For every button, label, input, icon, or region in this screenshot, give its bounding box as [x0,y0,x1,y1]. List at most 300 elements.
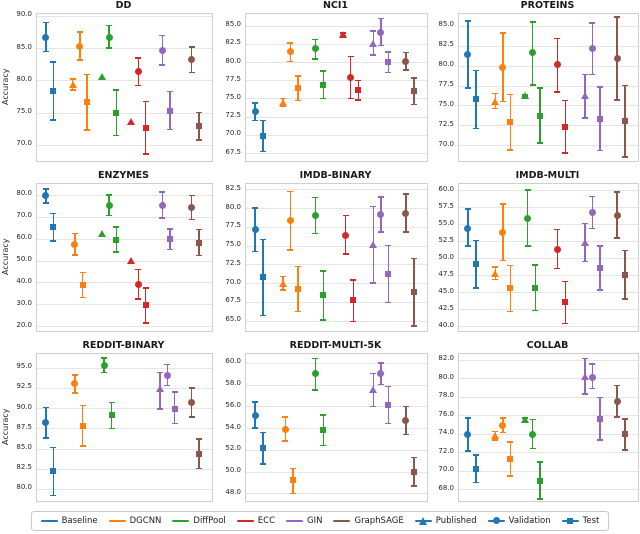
test-square-marker [196,451,202,457]
errorbar-cap [530,448,536,450]
errorbar-cap [507,311,513,313]
plot-area [458,13,639,162]
errorbar-cap [530,21,536,23]
test-square-marker [597,265,603,271]
errorbar-cap [295,266,301,268]
errorbar-cap [411,258,417,260]
errorbar-cap [378,231,384,233]
test-square-marker [295,286,301,292]
errorbar-cap [622,418,628,420]
errorbar-cap [106,194,112,196]
validation-circle-marker [188,399,195,406]
errorbar-cap [411,104,417,106]
y-tick-label: 77.5 [225,221,241,230]
errorbar-cap [72,374,78,376]
y-tick-label: 80.0 [16,189,32,198]
y-tick-label: 70.0 [225,129,241,138]
errorbar-cap [159,35,165,37]
y-gridline [246,98,427,99]
y-tick-label: 85.0 [438,20,454,29]
errorbar-cap [500,432,506,434]
errorbar-cap [562,100,568,102]
y-tick-label: 82.5 [16,463,32,472]
y-gridline [37,368,212,369]
errorbar-cap [370,373,376,375]
y-tick-label: 90.0 [16,402,32,411]
legend-line-swatch [172,520,189,523]
test-square-marker [260,133,266,139]
errorbar-cap [614,191,620,193]
errorbar-cap [50,447,56,449]
errorbar-cap [473,287,479,289]
y-tick-label: 82.0 [438,354,454,362]
published-triangle-marker [339,31,347,38]
y-tick-label: 40.0 [16,276,32,285]
y-gridline [459,66,638,67]
y-tick-label: 50.0 [16,255,32,263]
y-tick-label: 72.5 [225,111,241,120]
errorbar-cap [589,388,595,390]
errorbar-cap [72,254,78,256]
validation-circle-marker [554,246,561,253]
test-square-marker [385,59,391,65]
errorbar-cap [72,233,78,235]
errorbar-cap [196,139,202,141]
errorbar-cap [143,287,149,289]
validation-circle-marker [614,212,621,219]
errorbar-cap [385,72,391,74]
y-gridline [459,125,638,126]
errorbar-cap [554,268,560,270]
y-tick-label: 75.0 [16,107,32,116]
legend-item-test [562,516,600,526]
y-gridline [246,493,427,494]
published-triangle-marker [521,416,529,423]
errorbar-cap [582,74,588,76]
validation-circle-marker [42,34,49,41]
errorbar-cap [465,245,471,247]
published-triangle-marker [98,73,106,80]
published-triangle-marker [369,386,377,393]
errorbar-cap [473,454,479,456]
errorbar-cap [252,401,258,403]
subplot-proteins [429,0,640,168]
errorbar-cap [312,358,318,360]
errorbar-cap [109,402,115,404]
errorbar-cap [589,196,595,198]
errorbar-cap [172,391,178,393]
y-gridline [37,428,212,429]
y-gridline [37,489,212,490]
test-square-marker [473,96,479,102]
errorbar-cap [492,108,498,110]
errorbar-cap [532,310,538,312]
y-tick-label: 85.0 [16,443,32,451]
test-square-marker [350,297,356,303]
test-square-marker [622,431,628,437]
errorbar-cap [562,323,568,325]
legend-item-dgcnn [109,516,162,526]
test-square-marker [562,299,568,305]
validation-circle-marker [71,241,78,248]
y-axis-label: Accuracy [1,68,10,105]
errorbar-cap [196,468,202,470]
plot-area [36,353,213,502]
validation-circle-marker [106,202,113,209]
test-square-marker [385,402,391,408]
y-gridline [246,227,427,228]
validation-circle-marker [529,49,536,56]
y-tick-label: 82.5 [438,40,454,49]
legend-line-swatch [488,520,505,523]
y-tick-label: 90.0 [16,10,32,19]
test-square-marker [537,478,543,484]
errorbar-cap [378,45,384,47]
subplot-imdb-multi [429,170,640,338]
validation-circle-marker [42,419,49,426]
test-square-marker [50,224,56,230]
y-gridline [459,434,638,435]
y-tick-label: 48.0 [225,487,241,496]
errorbar-cap [167,249,173,251]
y-gridline [459,258,638,259]
errorbar-cap [50,119,56,121]
y-gridline [459,224,638,225]
errorbar-cap [252,207,258,209]
test-square-marker [143,125,149,131]
test-square-marker [507,119,513,125]
y-tick-label: 87.5 [16,422,32,431]
y-gridline [246,44,427,45]
validation-circle-marker [312,212,319,219]
errorbar-cap [252,120,258,122]
test-square-marker [507,456,513,462]
y-gridline [37,195,212,196]
errorbar-cap [260,239,266,241]
errorbar-cap [507,94,513,96]
errorbar-cap [290,468,296,470]
errorbar-cap [159,217,165,219]
legend-line-swatch [333,520,350,523]
y-tick-label: 54.0 [225,422,241,431]
errorbar-cap [614,16,620,18]
errorbar-cap [196,112,202,114]
errorbar-cap [597,86,603,88]
errorbar-cap [597,245,603,247]
y-tick-label: 56.0 [225,400,241,409]
y-axis-label: Accuracy [1,408,10,445]
errorbar-cap [492,93,498,95]
y-tick-label: 60.0 [16,233,32,241]
y-tick-label: 50.0 [438,252,454,261]
errorbar-cap [287,191,293,193]
validation-circle-marker [377,29,384,36]
y-gridline [459,105,638,106]
errorbar-cap [80,445,86,447]
test-square-marker [622,272,628,278]
errorbar-cap [43,51,49,53]
errorbar-cap [113,251,119,253]
errorbar-cap [500,203,506,205]
y-gridline [246,208,427,209]
errorbar-cap [167,228,173,230]
y-tick-label: 72.0 [438,446,454,455]
errorbar-cap [287,61,293,63]
y-gridline [459,452,638,453]
errorbar-cap [287,42,293,44]
y-gridline [459,471,638,472]
errorbar-cap [530,419,536,421]
errorbar-cap [320,414,326,416]
errorbar-cap [589,228,595,230]
y-tick-label: 57.5 [438,201,454,210]
published-triangle-marker [369,241,377,248]
subplot-nci1 [214,0,429,168]
published-triangle-marker [581,239,589,246]
legend [0,507,640,531]
errorbar-cap [537,498,543,500]
test-square-marker [113,110,119,116]
validation-circle-marker [614,55,621,62]
validation-circle-marker [342,232,349,239]
published-triangle-marker [491,432,499,439]
y-tick-label: 75.0 [438,99,454,108]
subplot-imdb-binary [214,170,429,338]
errorbar-cap [320,98,326,100]
y-tick-label: 67.5 [225,296,241,305]
errorbar-cap [43,188,49,190]
errorbar-cap [622,449,628,451]
errorbar-cap [589,74,595,76]
legend-line-swatch [41,520,58,523]
errorbar-cap [50,240,56,242]
errorbar-cap [260,315,266,317]
errorbar-cap [500,260,506,262]
errorbar-cap [260,151,266,153]
y-gridline [459,489,638,490]
y-gridline [37,261,212,262]
subplot-reddit-binary [0,340,214,508]
y-tick-label: 70.0 [438,139,454,148]
errorbar-cap [312,58,318,60]
validation-circle-marker [188,204,195,211]
published-triangle-marker [69,81,77,88]
errorbar-cap [252,251,258,253]
errorbar-cap [106,215,112,217]
legend-item-ecc [237,516,275,526]
y-gridline [459,145,638,146]
errorbar-cap [189,72,195,74]
y-tick-label: 78.0 [438,391,454,399]
test-square-marker [50,468,56,474]
errorbar-cap [348,56,354,58]
y-gridline [459,292,638,293]
validation-circle-marker [252,226,259,233]
y-tick-label: 58.0 [225,379,241,387]
validation-circle-marker [524,215,531,222]
errorbar-cap [280,289,286,291]
legend-label: DiffPool [193,515,226,526]
errorbar-cap [411,485,417,487]
y-tick-label: 70.0 [438,465,454,473]
errorbar-cap [403,52,409,54]
errorbar-cap [370,206,376,208]
plot-area [245,183,428,332]
validation-circle-marker [614,398,621,405]
errorbar-cap [343,215,349,217]
errorbar-cap [378,196,384,198]
y-gridline [459,309,638,310]
subplot-title: DD [115,0,132,11]
legend-line-swatch [415,520,432,523]
y-tick-label: 52.5 [438,235,454,244]
errorbar-cap [500,101,506,103]
errorbar-cap [312,197,318,199]
validation-circle-marker [499,422,506,429]
validation-circle-marker [188,56,195,63]
test-square-marker [113,237,119,243]
test-square-marker [50,88,56,94]
y-gridline [246,80,427,81]
y-tick-label: 80.0 [16,483,32,492]
legend-item-published [415,516,477,526]
errorbar-cap [343,253,349,255]
errorbar-cap [582,393,588,395]
y-gridline [459,207,638,208]
legend-label: ECC [257,515,276,526]
y-gridline [37,239,212,240]
test-square-marker [143,302,149,308]
errorbar-cap [189,46,195,48]
legend-label: Published [435,515,477,526]
y-gridline [246,264,427,265]
y-tick-label: 45.0 [438,286,454,295]
legend-label: Validation [508,515,551,526]
errorbar-cap [597,289,603,291]
y-tick-label: 80.0 [16,74,32,83]
y-tick-label: 47.5 [438,269,454,278]
errorbar-cap [350,321,356,323]
subplot-title: REDDIT-BINARY [82,340,165,351]
plot-area [245,353,428,502]
errorbar-cap [312,39,318,41]
errorbar-cap [113,226,119,228]
subplot-title: IMDB-BINARY [299,170,372,181]
test-square-marker [109,412,115,418]
subplot-title: PROTEINS [520,0,575,11]
validation-circle-marker [159,47,166,54]
errorbar-cap [113,135,119,137]
y-tick-label: 70.0 [225,277,241,286]
errorbar-cap [465,208,471,210]
errorbar-cap [295,311,301,313]
y-gridline [37,113,212,114]
y-tick-label: 72.5 [225,258,241,267]
errorbar-cap [378,362,384,364]
y-gridline [459,360,638,361]
errorbar-cap [465,450,471,452]
y-tick-label: 80.0 [438,60,454,69]
y-tick-label: 76.0 [438,409,454,418]
errorbar-cap [355,99,361,101]
y-gridline [37,48,212,49]
errorbar-cap [385,386,391,388]
legend-item-gin [286,516,322,526]
y-tick-label: 92.5 [16,382,32,391]
errorbar-cap [554,229,560,231]
y-gridline [37,326,212,327]
published-triangle-marker [369,40,377,47]
y-gridline [246,385,427,386]
errorbar-cap [403,434,409,436]
errorbar-cap [80,297,86,299]
y-gridline [246,26,427,27]
test-square-marker [473,261,479,267]
errorbar-cap [106,25,112,27]
test-square-marker [411,88,417,94]
validation-circle-marker [402,58,409,65]
errorbar-cap [597,397,603,399]
errorbar-cap [72,392,78,394]
legend-line-swatch [286,520,303,523]
published-triangle-marker [98,230,106,237]
validation-circle-marker [164,372,171,379]
y-tick-label: 95.0 [16,362,32,371]
validation-circle-marker [377,370,384,377]
errorbar-cap [403,231,409,233]
errorbar-cap [370,30,376,32]
y-tick-label: 80.0 [225,202,241,211]
test-square-marker [597,416,603,422]
errorbar-cap [355,80,361,82]
validation-circle-marker [287,48,294,55]
plot-area [36,13,213,162]
errorbar-cap [135,269,141,271]
errorbar-cap [582,117,588,119]
test-square-marker [597,116,603,122]
errorbar-cap [492,439,498,441]
y-tick-label: 50.0 [225,466,241,475]
validation-circle-marker [464,225,471,232]
errorbar-cap [312,389,318,391]
errorbar-cap [465,20,471,22]
published-triangle-marker [279,99,287,106]
test-square-marker [320,82,326,88]
errorbar-cap [143,101,149,103]
y-gridline [246,153,427,154]
y-tick-label: 70.0 [16,211,32,220]
published-triangle-marker [127,257,135,264]
errorbar-cap [614,385,620,387]
errorbar-cap [157,408,163,410]
test-square-marker [80,423,86,429]
errorbar-cap [113,89,119,91]
validation-circle-marker [287,217,294,224]
errorbar-cap [290,493,296,495]
y-tick-label: 70.0 [16,139,32,148]
published-triangle-marker [127,118,135,125]
square-icon [567,518,574,525]
validation-circle-marker [252,412,259,419]
errorbar-cap [562,152,568,154]
legend-item-baseline [41,516,98,526]
errorbar-cap [370,406,376,408]
y-tick-label: 85.0 [16,42,32,51]
errorbar-cap [411,325,417,327]
test-square-marker [411,289,417,295]
test-square-marker [532,285,538,291]
legend-label: Baseline [61,515,98,526]
